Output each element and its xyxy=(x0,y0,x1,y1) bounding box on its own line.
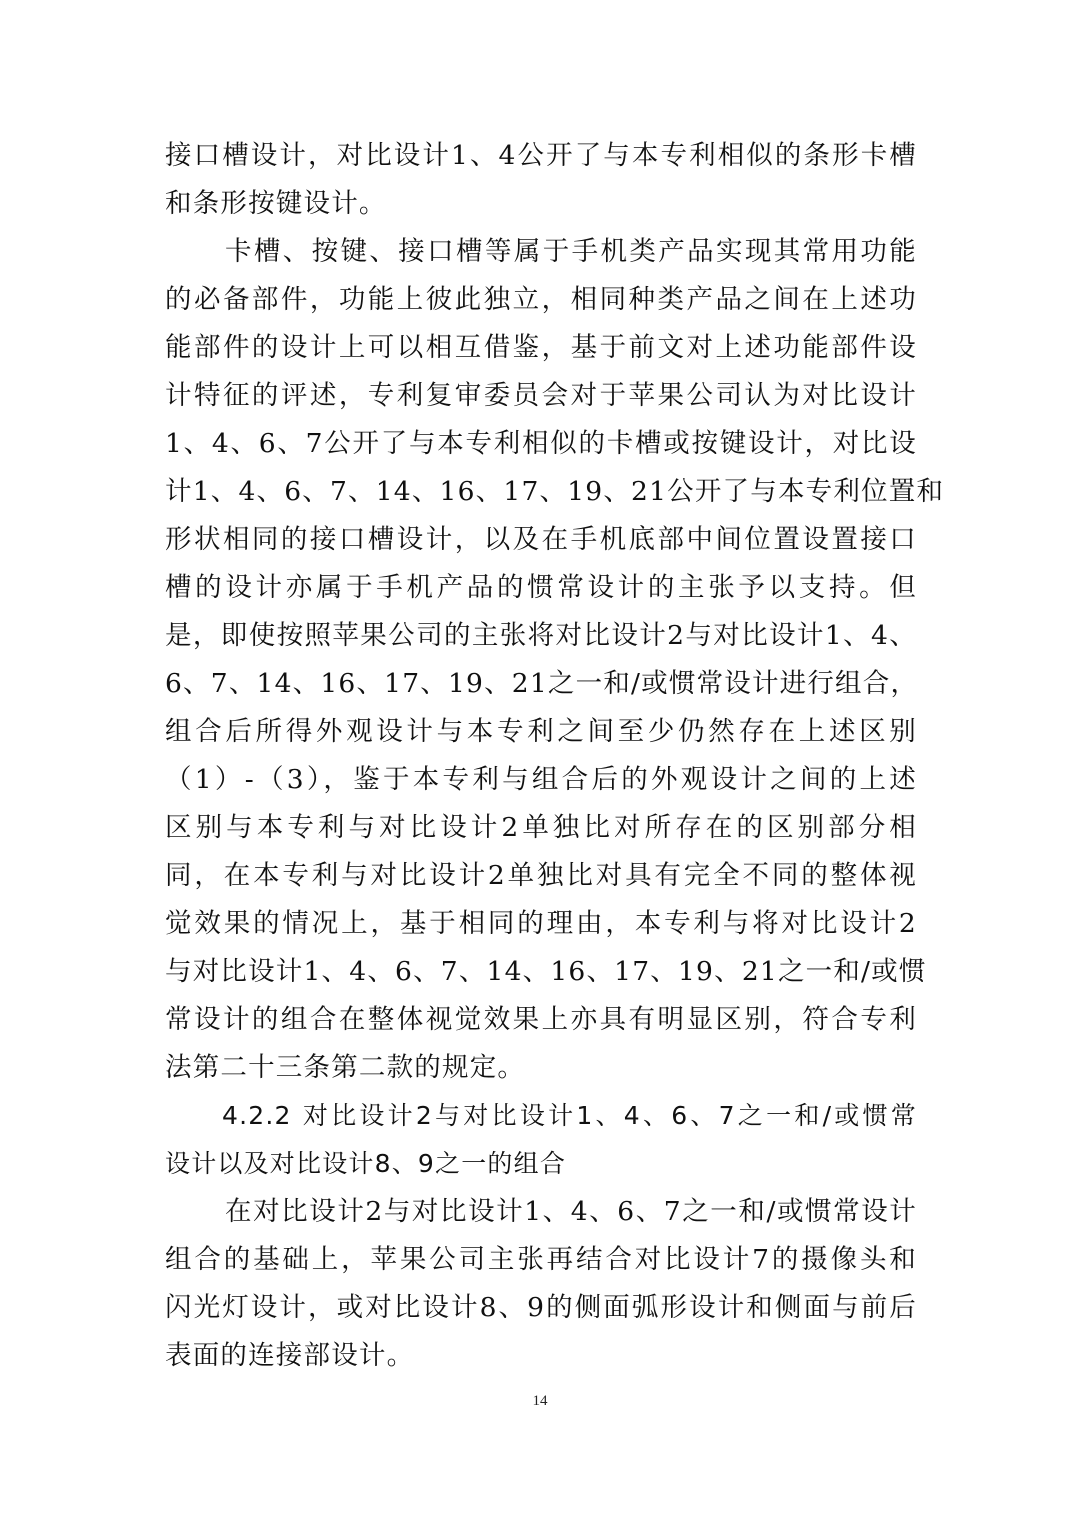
text-line: 组合后所得外观设计与本专利之间至少仍然存在上述区别 xyxy=(165,716,917,747)
text-line: 常设计的组合在整体视觉效果上亦具有明显区别，符合专利 xyxy=(165,1004,917,1035)
section-heading: 4.2.2 对比设计2与对比设计1、4、6、7之一和/或惯常 xyxy=(222,1101,917,1130)
text-line: 是，即使按照苹果公司的主张将对比设计2与对比设计1、4、 xyxy=(165,620,917,651)
text-line: 与对比设计1、4、6、7、14、16、17、19、21之一和/或惯 xyxy=(165,956,927,987)
text-line: 觉效果的情况上，基于相同的理由，本专利与将对比设计2 xyxy=(165,908,917,939)
text-line: 的必备部件，功能上彼此独立，相同种类产品之间在上述功 xyxy=(165,284,917,315)
text-line: 和条形按键设计。 xyxy=(165,188,387,219)
text-line: 法第二十三条第二款的规定。 xyxy=(165,1052,526,1083)
text-line: 形状相同的接口槽设计，以及在手机底部中间位置设置接口 xyxy=(165,524,917,555)
text-line: 表面的连接部设计。 xyxy=(165,1340,415,1371)
text-line: 区别与本专利与对比设计2单独比对所存在的区别部分相 xyxy=(165,812,917,843)
text-line: 同，在本专利与对比设计2单独比对具有完全不同的整体视 xyxy=(165,860,917,891)
text-line: 组合的基础上，苹果公司主张再结合对比设计7的摄像头和 xyxy=(165,1244,917,1275)
text-line: 1、4、6、7公开了与本专利相似的卡槽或按键设计，对比设 xyxy=(165,428,917,459)
text-line: 卡槽、按键、接口槽等属于手机类产品实现其常用功能 xyxy=(225,236,917,267)
text-line: 6、7、14、16、17、19、21之一和/或惯常设计进行组合， xyxy=(165,668,919,699)
text-line: 闪光灯设计，或对比设计8、9的侧面弧形设计和侧面与前后 xyxy=(165,1292,917,1323)
text-line: （1）-（3），鉴于本专利与组合后的外观设计之间的上述 xyxy=(165,764,917,795)
text-line: 槽的设计亦属于手机产品的惯常设计的主张予以支持。但 xyxy=(165,572,917,603)
text-line: 计1、4、6、7、14、16、17、19、21公开了与本专利位置和 xyxy=(165,476,945,507)
text-line: 接口槽设计，对比设计1、4公开了与本专利相似的条形卡槽 xyxy=(165,140,917,171)
text-line: 计特征的评述，专利复审委员会对于苹果公司认为对比设计 xyxy=(165,380,917,411)
text-line: 在对比设计2与对比设计1、4、6、7之一和/或惯常设计 xyxy=(225,1196,917,1227)
page-number: 14 xyxy=(532,1393,548,1409)
section-heading: 设计以及对比设计8、9之一的组合 xyxy=(165,1149,567,1178)
text-line: 能部件的设计上可以相互借鉴，基于前文对上述功能部件设 xyxy=(165,332,917,363)
